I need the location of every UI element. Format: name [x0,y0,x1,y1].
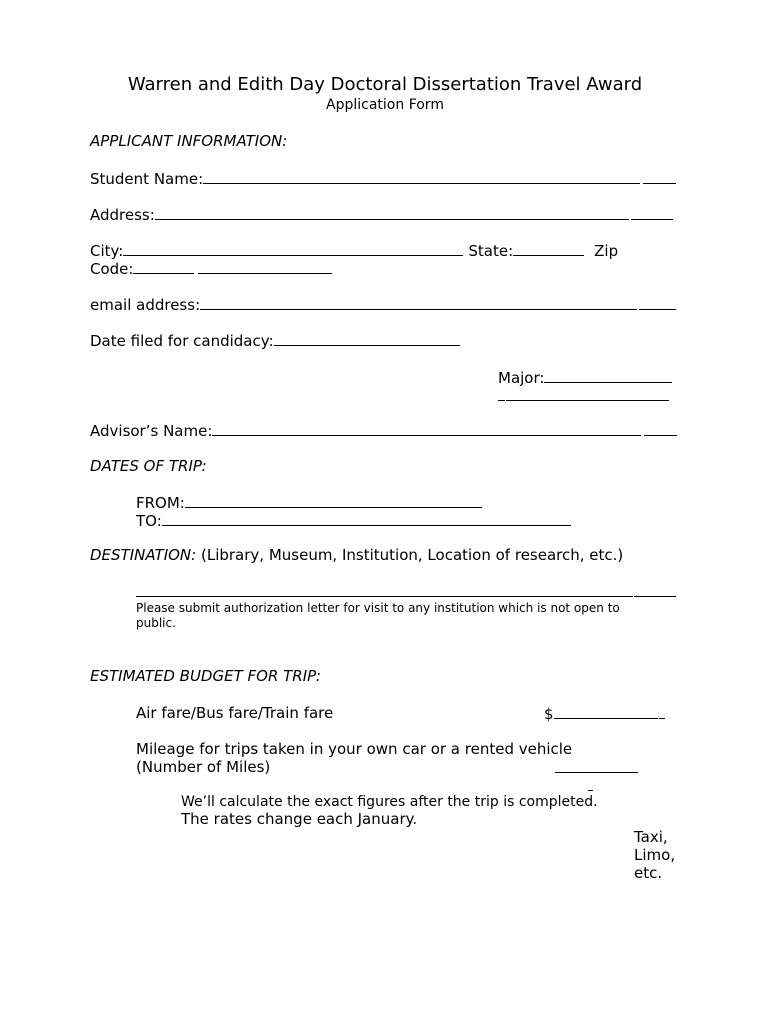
rates-note: The rates change each January. [181,810,418,828]
zip-code-field[interactable] [133,259,194,274]
destination-line-row [136,582,676,601]
email-field[interactable] [200,295,637,310]
destination-instruction-line1: Please submit authorization letter for visit to any institution which is not open to [136,601,620,615]
email-row [90,295,676,314]
to-row [136,511,571,530]
etc-label: etc. [634,864,663,882]
address-row [90,205,673,224]
advisor-field[interactable] [212,421,641,436]
date-filed-field[interactable] [274,331,460,346]
to-label: TO: [136,512,162,530]
mileage-label-line2: (Number of Miles) [136,758,271,776]
section-destination: DESTINATION: [90,546,197,564]
airfare-label: Air fare/Bus fare/Train fare [136,704,334,722]
mileage-label-line1: Mileage for trips taken in your own car or a rented vehicle [136,740,573,758]
date-filed-row [90,331,460,350]
destination-hint: (Library, Museum, Institution, Location of research, etc.) [200,546,624,564]
zip-code-row [90,259,332,278]
city-state-zip-row [90,241,618,260]
airfare-amount-row [544,704,665,723]
airfare-amount-field-extension[interactable] [659,704,665,719]
email-label: email address: [90,296,201,314]
mileage-field-row [555,758,638,777]
section-estimated-budget: ESTIMATED BUDGET FOR TRIP: [90,667,321,685]
major-field[interactable] [544,368,672,383]
address-label: Address: [90,206,155,224]
major-label: Major: [498,369,545,387]
section-applicant-information: APPLICANT INFORMATION: [90,132,288,150]
zip-label: Zip [594,242,619,260]
to-field-extension[interactable] [322,511,571,526]
mileage-field-extension[interactable] [588,776,593,791]
advisor-field-extension[interactable] [644,421,677,436]
address-field-extension[interactable] [631,205,673,220]
city-field[interactable] [123,241,463,256]
form-title: Warren and Edith Day Doctoral Dissertation Travel Award [127,74,643,95]
advisor-label: Advisor’s Name: [90,422,213,440]
from-row [136,493,482,512]
advisor-row [90,421,677,440]
from-label: FROM: [136,494,185,512]
major-row-continued [498,386,669,405]
major-row [498,368,672,387]
student-name-label: Student Name: [90,170,204,188]
from-field[interactable] [185,493,482,508]
destination-field[interactable] [136,582,633,597]
date-filed-label: Date filed for candidacy: [90,332,274,350]
destination-instruction-line2: public. [136,616,176,630]
zip-code-field-extension[interactable] [198,259,332,274]
email-field-extension[interactable] [639,295,676,310]
to-field[interactable] [162,511,322,526]
student-name-field-extension[interactable] [643,169,676,184]
destination-row [90,546,623,564]
major-field-continuation-start[interactable] [498,386,505,401]
destination-field-extension[interactable] [634,582,676,597]
zip-code-label: Code: [90,260,134,278]
dollar-sign: $ [544,705,554,723]
mileage-field[interactable] [555,758,638,773]
airfare-amount-field[interactable] [554,704,658,719]
student-name-field[interactable] [203,169,640,184]
limo-label: Limo, [634,846,676,864]
city-label: City: [90,242,124,260]
address-field[interactable] [155,205,629,220]
state-label: State: [468,242,514,260]
taxi-label: Taxi, [634,828,668,846]
state-field[interactable] [513,241,584,256]
student-name-row [90,169,676,188]
form-subtitle: Application Form [326,97,444,113]
major-field-continuation[interactable] [506,386,669,401]
section-dates-of-trip: DATES OF TRIP: [90,457,207,475]
calculation-note: We’ll calculate the exact figures after the trip is completed. [181,794,598,810]
